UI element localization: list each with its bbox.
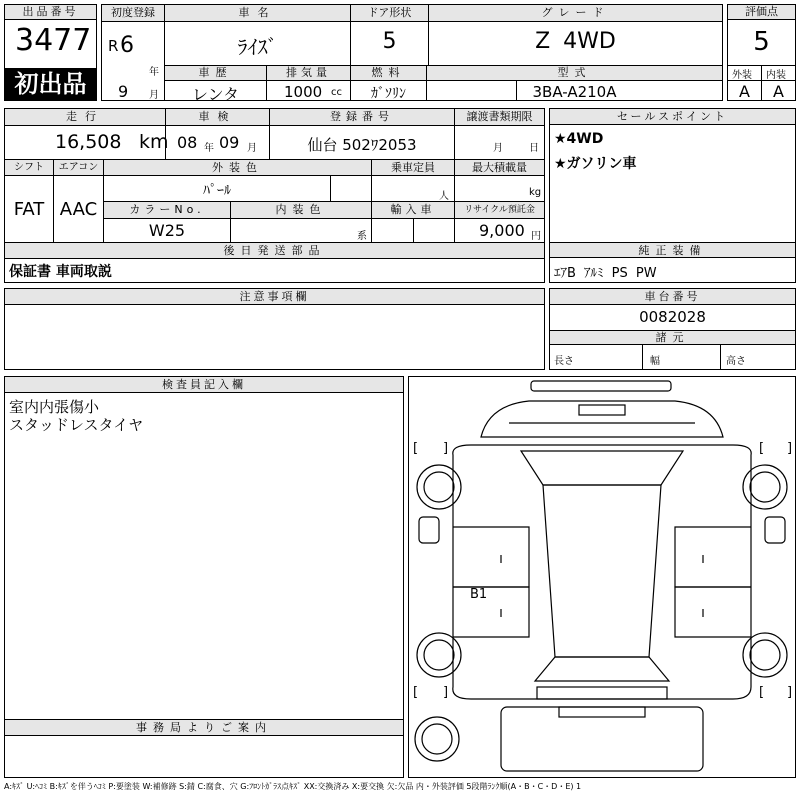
score-value: 5 [753,27,770,57]
score-label: 評価点 [728,5,795,20]
mileage-value: 16,508 [55,131,122,153]
import-label: 輸入車 [372,202,454,218]
interior-grade: A [773,82,784,101]
reg-month-unit: 月 [149,90,159,101]
dimensions-label: 諸元 [550,331,795,345]
door-label: ドア形状 [351,5,428,21]
sales-point-2: ★ガソリン車 [554,156,637,172]
lot-box [4,4,97,101]
bracket-4: ] [787,441,793,456]
history-value: レンタ [192,85,239,104]
max-load-unit: kg [529,187,542,198]
car-name-label: 車名 [165,5,350,21]
chassis-value: 0082028 [639,308,706,326]
max-load-label: 最大積載量 [455,160,544,175]
inspection-label: 車検 [166,109,269,125]
first-listing-badge: 初出品 [5,68,96,100]
score-box [727,4,796,101]
grade-label: グレード [429,5,722,21]
sales-points-box [549,108,796,283]
displacement-unit: cc [331,87,342,98]
inspector-label: 検査員記入欄 [5,377,403,393]
exterior-color-value: ﾊﾟｰﾙ [203,183,231,199]
inspection-month: 09 [219,133,240,152]
dim-height: 高さ [726,356,746,367]
notes-box [4,288,545,370]
transfer-doc-label: 譲渡書類期限 [455,109,544,125]
bracket-1: [ [413,441,419,456]
notes-label: 注意事項欄 [5,289,544,305]
legend: A:ｷｽﾞ U:ﾍｺﾐ B:ｷｽﾞを伴うﾍｺﾐ P:要塗装 W:補修跡 S:錆 C:腐食、穴 G:ﾌﾛﾝﾄｶﾞﾗｽ点ｷｽﾞ XX:交換済み X:要交換 欠:欠品 内・外装評価 5段階ﾗﾝｸ順(A・B・C・D・E) 1 [4,782,582,791]
sales-points-label: セールスポイント [550,109,795,125]
exterior-label: 外装 [732,70,752,81]
car-name-value: ﾗｲｽﾞ [237,35,278,59]
car-diagram-box [408,376,796,778]
model-value: 3BA-A210A [532,83,617,101]
inspection-year: 08 [177,133,198,152]
office-label: 事務局よりご案内 [5,720,403,736]
door-value: 5 [382,29,397,54]
damage-mark-b1: B1 [470,587,488,602]
grade-value: Z 4WD [535,29,616,54]
fuel-value: ｶﾞｿﾘﾝ [371,86,406,102]
interior-color-unit: 系 [357,231,367,242]
aircon-label: エアコン [54,160,103,175]
inspector-box [4,376,404,778]
capacity-label: 乗車定員 [372,160,454,175]
mileage-unit: km [139,131,169,153]
aircon-value: AAC [59,199,98,220]
reg-year-unit: 年 [149,67,159,78]
shift-value: FAT [13,199,45,220]
inspection-month-unit: 月 [247,143,257,154]
chassis-box [549,288,796,370]
reg-month: 9 [118,82,129,101]
bracket-5: [ [413,685,419,700]
sales-point-1: ★4WD [554,131,604,147]
top-info-box [101,4,723,104]
interior-color-label: 内装色 [231,202,371,218]
recycle-unit: 円 [531,231,541,242]
dim-length: 長さ [554,356,574,367]
lot-label: 出品番号 [5,5,96,20]
bracket-3: [ [759,441,765,456]
inspection-year-unit: 年 [204,143,214,154]
fuel-label: 燃料 [351,66,426,80]
recycle-label: リサイクル預託金 [455,202,544,218]
transfer-month-unit: 月 [493,143,503,154]
equipment-value: ｴｱB ｱﾙﾐ PS PW [554,266,657,281]
exterior-grade: A [739,82,750,101]
equipment-label: 純正装備 [550,243,795,258]
inspector-line-1: 室内内張傷小 [9,398,100,416]
mileage-label: 走行 [5,109,165,125]
color-no-label: カラーNo. [104,202,230,218]
bracket-6: ] [443,685,449,700]
lot-number: 3477 [15,23,92,58]
car-diagram [409,377,795,777]
reg-number-label: 登録番号 [270,109,454,125]
displacement-label: 排気量 [267,66,350,80]
transfer-day-unit: 日 [529,143,539,154]
later-docs-value: 保証書 車両取説 [9,264,112,280]
exterior-color-label: 外装色 [104,160,371,175]
reg-year: 6 [120,33,134,58]
bracket-7: [ [759,685,765,700]
dim-width: 幅 [650,356,660,367]
shift-label: シフト [5,160,53,175]
chassis-label: 車台番号 [550,289,795,305]
middle-info-box [4,108,545,283]
history-label: 車歴 [165,66,266,80]
inspector-line-2: スタッドレスタイヤ [9,416,144,434]
later-docs-label: 後日発送部品 [5,243,544,258]
first-reg-label: 初度登録 [102,5,164,21]
interior-label: 内装 [766,70,786,81]
reg-number-value: 仙台 502ﾜ2053 [307,136,417,154]
displacement-value: 1000 [284,83,323,101]
bracket-8: ] [787,685,793,700]
reg-era: R [108,37,119,55]
capacity-unit: 人 [439,191,449,202]
model-label: 型式 [427,66,722,80]
color-no-value: W25 [148,221,186,240]
recycle-value: 9,000 [479,221,525,240]
bracket-2: ] [443,441,449,456]
